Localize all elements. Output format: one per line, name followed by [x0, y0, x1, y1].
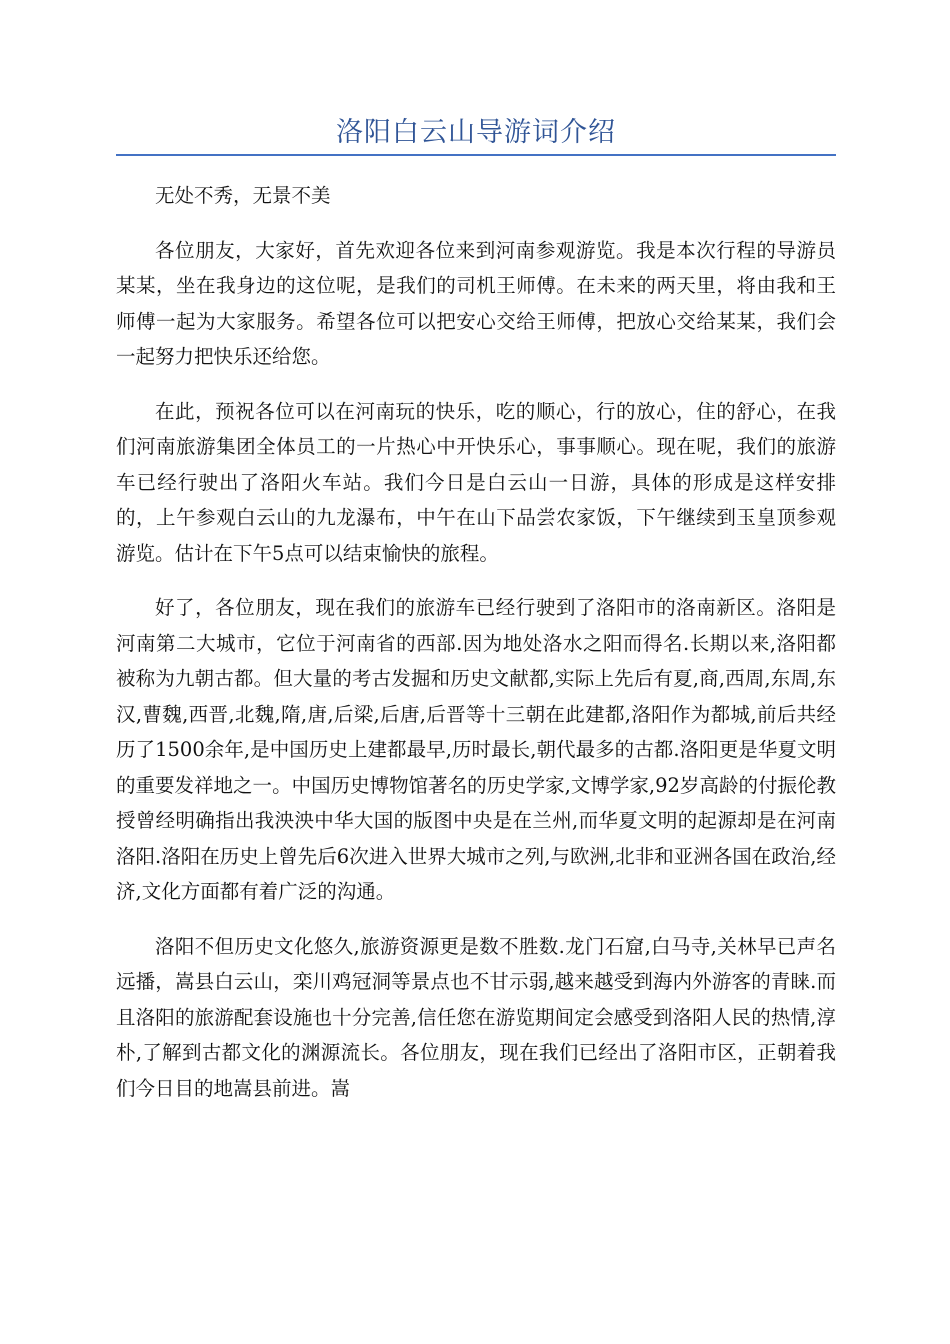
- document-body: [116, 178, 836, 1106]
- paragraph-greeting: 各位朋友，大家好，首先欢迎各位来到河南参观游览。我是本次行程的导游员某某，坐在我身边的这位呢，是我们的司机王师傅。在未来的两天里，将由我和王师傅一起为大家服务。希望各位可以把安心交给王师傅，把放心交给某某，我们会一起努力把快乐还给您。: [116, 238, 836, 368]
- document-title: 洛阳白云山导游词介绍: [336, 117, 616, 148]
- paragraph-tourism-resources: 洛阳不但历史文化悠久,旅游资源更是数不胜数.龙门石窟,白马寺,关林早已声名远播，嵩县白云山，栾川鸡冠洞等景点也不甘示弱,越来越受到海内外游客的青睐.而且洛阳的旅游配套设施也十分完善,信任您在游览期间定会感受到洛阳人民的热情,淳朴,了解到古都文化的渊源流长。各位朋友，现在我们已经出了洛阳市区，正朝着我们今日目的地嵩县前进。嵩: [116, 934, 836, 1100]
- title-underline: [116, 154, 836, 156]
- document-page: [116, 0, 836, 1125]
- paragraph-luoyang-history: 好了，各位朋友，现在我们的旅游车已经行驶到了洛阳市的洛南新区。洛阳是河南第二大城市，它位于河南省的西部.因为地处洛水之阳而得名.长期以来,洛阳都被称为九朝古都。但大量的考古发掘和历史文献都,实际上先后有夏,商,西周,东周,东汉,曹魏,西晋,北魏,隋,唐,后梁,后唐,后晋等十三朝在此建都,洛阳作为都城,前后共经历了1500余年,是中国历史上建都最早,历时最长,朝代最多的古都.洛阳更是华夏文明的重要发祥地之一。中国历史博物馆著名的历史学家,文博学家,92岁高龄的付振伦教授曾经明确指出我泱泱中华大国的版图中央是在兰州,而华夏文明的起源却是在河南洛阳.洛阳在历史上曾先后6次进入世界大城市之列,与欧洲,北非和亚洲各国在政治,经济,文化方面都有着广泛的沟通。: [116, 596, 836, 903]
- paragraph-itinerary: 在此，预祝各位可以在河南玩的快乐，吃的顺心，行的放心，住的舒心，在我们河南旅游集团全体员工的一片热心中开快乐心，事事顺心。现在呢，我们的旅游车已经行驶出了洛阳火车站。我们今日是白云山一日游，具体的形成是这样安排的，上午参观白云山的九龙瀑布，中午在山下品尝农家饭，下午继续到玉皇顶参观游览。估计在下午5点可以结束愉快的旅程。: [116, 399, 836, 565]
- paragraph-subtitle: 无处不秀，无景不美: [155, 184, 331, 207]
